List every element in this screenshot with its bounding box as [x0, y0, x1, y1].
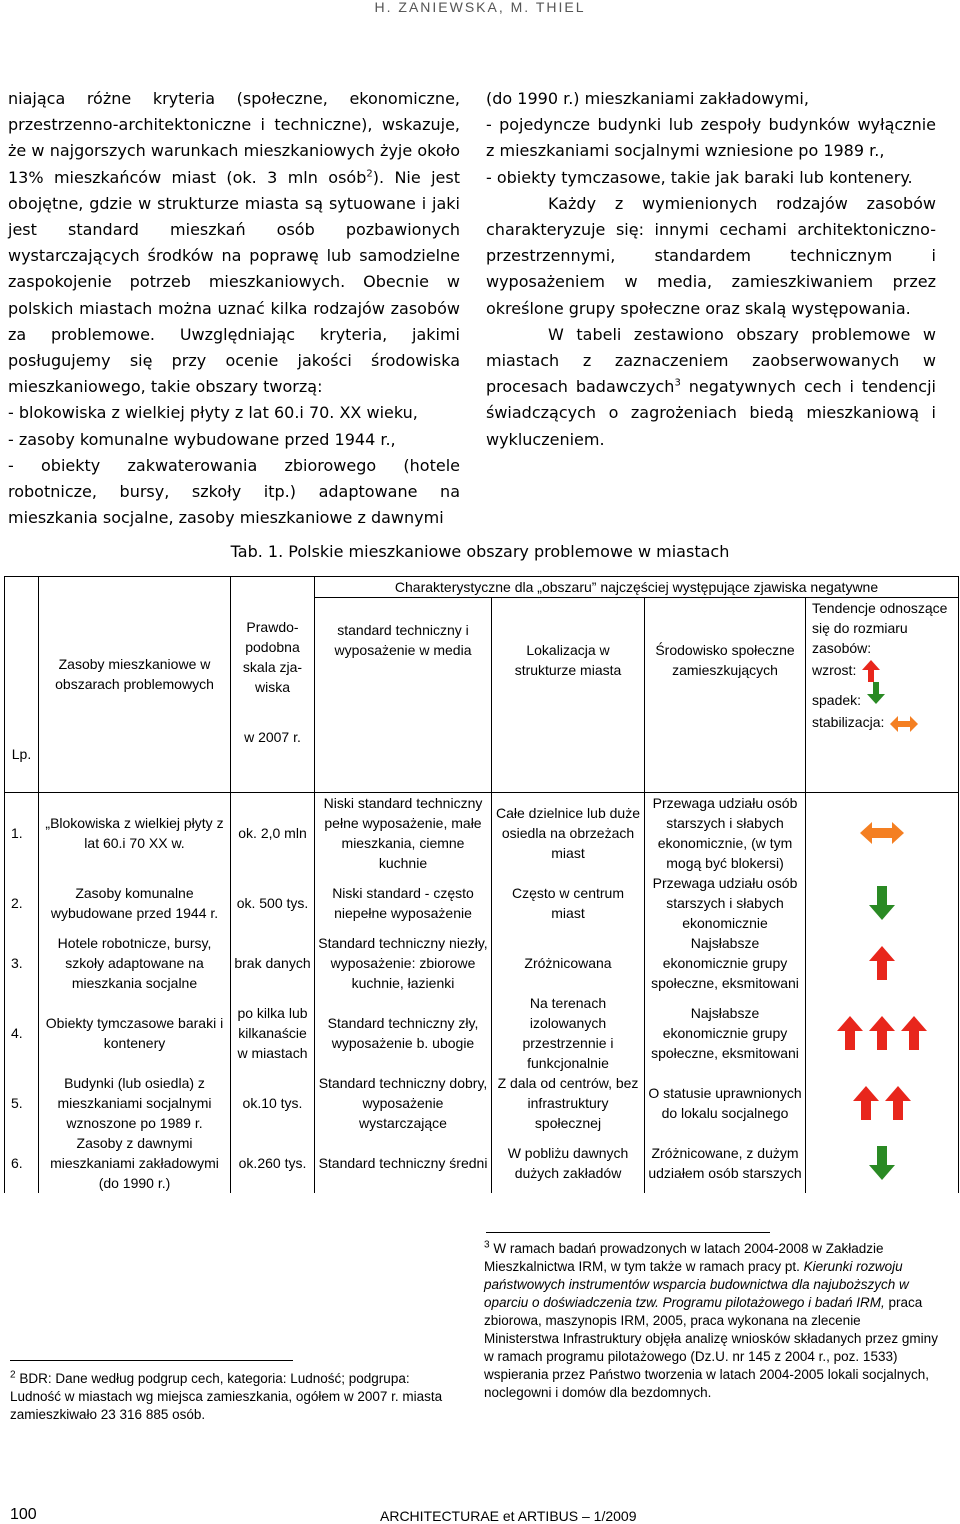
lokalizacja-cell: Zróżnicowana — [492, 933, 645, 993]
zasoby-header: Zasoby mieszkaniowe w obszarach problemowych — [39, 577, 231, 771]
lokalizacja-cell: Całe dzielnice lub duże osiedla na obrzeżach miast — [492, 792, 645, 873]
text: ). Nie jest obojętne, gdzie w strukturze miasta są sytuowane i jaki jest standard mieszkań osób pozbawionych wystarczających środków na poprawę lub samodzielne zaspokojenie potrzeb mieszkaniowych. Obecnie w polskich miastach można uznać kilka rodzajów zasobów za problemowe. Uwzględniając kryteria, jakimi posługujemy się przy ocenie jakości środowiska mieszkaniowego, takie obszary tworzą: — [8, 167, 460, 397]
skala-cell: brak danych — [231, 933, 315, 993]
footnote-number: 2 — [10, 1369, 16, 1381]
srodowisko-cell: Przewaga udziału osób starszych i słabych ekonomicznie — [645, 873, 806, 933]
srodowisko-cell: Najsłabsze ekonomicznie grupy społeczne, eksmitowani — [645, 993, 806, 1073]
list-item: - blokowiska z wielkiej płyty z lat 60.i 70. XX wieku, — [8, 403, 418, 423]
standard-cell: Standard techniczny zły, wyposażenie b. ubogie — [315, 993, 492, 1073]
lp-cell: 3. — [5, 933, 39, 993]
orange-double-arrow-icon — [860, 822, 904, 844]
lokalizacja-cell: Często w centrum miast — [492, 873, 645, 933]
red-up-arrow-icon — [885, 1086, 911, 1120]
srodowisko-cell: Przewaga udziału osób starszych i słabych ekonomicznie, (w tym mogą być blokersi) — [645, 792, 806, 873]
green-down-arrow-icon — [869, 886, 895, 920]
skala-cell: ok. 2,0 mln — [231, 792, 315, 873]
paragraph: Każdy z wymienionych rodzajów zasobów charakteryzuje się: innymi cechami architektoniczno-przestrzennymi, standardem technicznym i wyposażeniem w media, zamieszkiwaniem przez określone grupy społeczne oraz skalą występowania. — [486, 193, 936, 318]
list-item: - zasoby komunalne wybudowane przed 1944 r., — [8, 429, 396, 449]
trend-cell — [806, 873, 959, 933]
paragraph — [8, 86, 460, 400]
lokalizacja-header: Lokalizacja w strukturze miasta — [492, 598, 645, 771]
skala-cell: po kilka lub kilkanaście w miastach — [231, 993, 315, 1073]
negative-phenomena-header: Charakterystyczne dla „obszaru” najczęściej występujące zjawiska negatywne — [315, 577, 959, 598]
standard-cell: Standard techniczny średni — [315, 1133, 492, 1193]
paragraph — [486, 322, 936, 453]
skala-cell: ok. 500 tys. — [231, 873, 315, 933]
zasoby-cell: Hotele robotnicze, bursy, szkoły adaptowane na mieszkania socjalne — [39, 933, 231, 993]
srodowisko-header: Środowisko społeczne zamieszkujących — [645, 598, 806, 771]
srodowisko-cell: Zróżnicowane, z dużym udziałem osób starszych — [645, 1133, 806, 1193]
table-header-row-1 — [5, 577, 959, 598]
legend-up-label: wzrost: — [812, 662, 857, 678]
lokalizacja-cell: Na terenach izolowanych przestrzennie i funkcjonalnie — [492, 993, 645, 1073]
lp-cell: 2. — [5, 873, 39, 933]
skala-header-year: w 2007 r. — [244, 729, 301, 745]
red-up-arrow-icon — [862, 660, 880, 682]
problem-areas-table — [4, 576, 959, 1193]
right-text-column — [486, 86, 936, 453]
journal-footer: ARCHITECTURAE et ARTIBUS – 1/2009 — [380, 1508, 637, 1524]
trend-cell — [806, 993, 959, 1073]
lp-cell: 6. — [5, 1133, 39, 1193]
page-number: 100 — [10, 1506, 37, 1523]
red-up-arrow-icon — [869, 946, 895, 980]
red-up-arrow-icon — [869, 1016, 895, 1050]
srodowisko-cell: Najsłabsze ekonomicznie grupy społeczne, eksmitowani — [645, 933, 806, 993]
red-up-arrow-icon — [837, 1016, 863, 1050]
text: negatywnych cech i tendencji świadczących o zagrożeniach biedą mieszkaniową i wykluczeniem. — [486, 377, 936, 449]
standard-cell: Standard techniczny niezły, wyposażenie: zbiorowe kuchnie, łazienki — [315, 933, 492, 993]
table-spacer-row — [5, 770, 959, 792]
trend-cell — [806, 792, 959, 873]
left-text-column — [8, 86, 460, 531]
trend-cell — [806, 933, 959, 993]
skala-cell: ok.10 tys. — [231, 1073, 315, 1133]
zasoby-cell: „Blokowiska z wielkiej płyty z lat 60.i 70 XX w. — [39, 792, 231, 873]
footnote-title: Kierunki rozwoju państwowych instrumentów wsparcia budownictwa dla najuboższych w oparciu o doświadczenia tzw. Programu pilotażowego i badań IRM, — [484, 1259, 909, 1310]
lp-cell: 1. — [5, 792, 39, 873]
skala-cell: ok.260 tys. — [231, 1133, 315, 1193]
lp-cell: 4. — [5, 993, 39, 1073]
legend-down — [812, 690, 956, 710]
legend-stable — [812, 712, 956, 732]
lp-cell: 5. — [5, 1073, 39, 1133]
red-up-arrow-icon — [901, 1016, 927, 1050]
list-item: - pojedyncze budynki lub zespoły budynków wyłącznie z mieszkaniami socjalnymi wzniesione po 1989 r., — [486, 115, 936, 161]
tendencje-label: Tendencje odnoszące się do rozmiaru zasobów: — [812, 600, 948, 656]
legend-down-label: spadek: — [812, 692, 862, 709]
zasoby-cell: Zasoby z dawnymi mieszkaniami zakładowymi (do 1990 r.) — [39, 1133, 231, 1193]
standard-cell: Niski standard - często niepełne wyposażenie — [315, 873, 492, 933]
green-down-arrow-icon — [869, 1146, 895, 1180]
list-item: - obiekty tymczasowe, takie jak baraki lub kontenery. — [486, 167, 913, 187]
standard-cell: Niski standard techniczny pełne wyposażenie, małe mieszkania, ciemne kuchnie — [315, 792, 492, 873]
footnote-text: W ramach badań prowadzonych w latach 2004-2008 w Zakładzie Mieszkalnictwa IRM, w tym także w ramach pracy pt. — [484, 1241, 884, 1274]
footnote-ref[interactable]: 3 — [674, 377, 681, 389]
standard-cell: Standard techniczny dobry, wyposażenie wystarczające — [315, 1073, 492, 1133]
legend-stable-label: stabilizacja: — [812, 714, 885, 731]
orange-double-arrow-icon — [890, 716, 918, 732]
table-body — [5, 792, 959, 1193]
standard-header: standard techniczny i wyposażenie w media — [315, 598, 492, 771]
tendencje-header — [806, 598, 959, 771]
skala-header-label: Prawdo-podobna skala zja-wiska — [242, 619, 303, 695]
lokalizacja-cell: W pobliżu dawnych dużych zakładów — [492, 1133, 645, 1193]
srodowisko-cell: O statusie uprawnionych do lokalu socjalnego — [645, 1073, 806, 1133]
trend-cell — [806, 1073, 959, 1133]
text: niająca różne kryteria (społeczne, ekonomiczne, przestrzenno-architektoniczne i techniczne), wskazuje, że w najgorszych warunkach mieszkaniowych żyje około 13% mieszkańców miast (ok. 3 mln osób — [8, 89, 460, 187]
table-row — [5, 1073, 959, 1133]
zasoby-cell: Obiekty tymczasowe baraki i kontenery — [39, 993, 231, 1073]
footnote-ref[interactable]: 2 — [366, 168, 373, 180]
zasoby-cell: Zasoby komunalne wybudowane przed 1944 r. — [39, 873, 231, 933]
footnote-text: BDR: Dane według podgrup cech, kategoria: Ludność; podgrupa: Ludność w miastach wg miejsca zamieszkania, ogółem w 2007 r. miasta zamieszkiwało 23 316 885 osób. — [10, 1371, 443, 1422]
lp-header: Lp. — [5, 577, 39, 771]
table-row — [5, 792, 959, 873]
trend-cell — [806, 1133, 959, 1193]
footnote-rule — [10, 1360, 293, 1361]
skala-header — [231, 577, 315, 771]
footnote-text: praca zbiorowa, maszynopis IRM, 2005, praca wykonana na zlecenie Ministerstwa Infrastruktury objęła analizę wniosków składanych przez gminy w ramach programu pilotażowego (Dz.U. nr 145 z 2004 r., poz. 1533) wspierania przez Państwo tworzenia w latach 2004-2005 lokali socjalnych, noclegowni i domów dla bezdomnych. — [484, 1295, 938, 1400]
green-down-arrow-icon — [867, 682, 885, 704]
footnote-rule — [486, 1232, 770, 1233]
lokalizacja-cell: Z dala od centrów, bez infrastruktury społecznej — [492, 1073, 645, 1133]
table-row — [5, 1133, 959, 1193]
table-row — [5, 933, 959, 993]
table-row — [5, 993, 959, 1073]
table-caption: Tab. 1. Polskie mieszkaniowe obszary problemowe w miastach — [230, 542, 730, 561]
list-item: - obiekty zakwaterowania zbiorowego (hotele robotnicze, bursy, szkoły itp.) adaptowane na mieszkania socjalne, zasoby mieszkaniowe z dawnymi — [8, 455, 460, 528]
red-up-arrow-icon — [853, 1086, 879, 1120]
text: W tabeli zestawiono obszary problemowe w miastach z zaznaczeniem zaobserwowanych w procesach badawczych — [486, 324, 936, 397]
zasoby-cell: Budynki (lub osiedla) z mieszkaniami socjalnymi wznoszone po 1989 r. — [39, 1073, 231, 1133]
running-head: H. ZANIEWSKA, M. THIEL — [374, 0, 586, 15]
footnote-3 — [484, 1240, 938, 1402]
list-item-continued: (do 1990 r.) mieszkaniami zakładowymi, — [486, 89, 809, 108]
legend-up — [812, 660, 956, 682]
footnote-number: 3 — [484, 1239, 490, 1251]
footnote-2 — [10, 1370, 460, 1424]
table-row — [5, 873, 959, 933]
